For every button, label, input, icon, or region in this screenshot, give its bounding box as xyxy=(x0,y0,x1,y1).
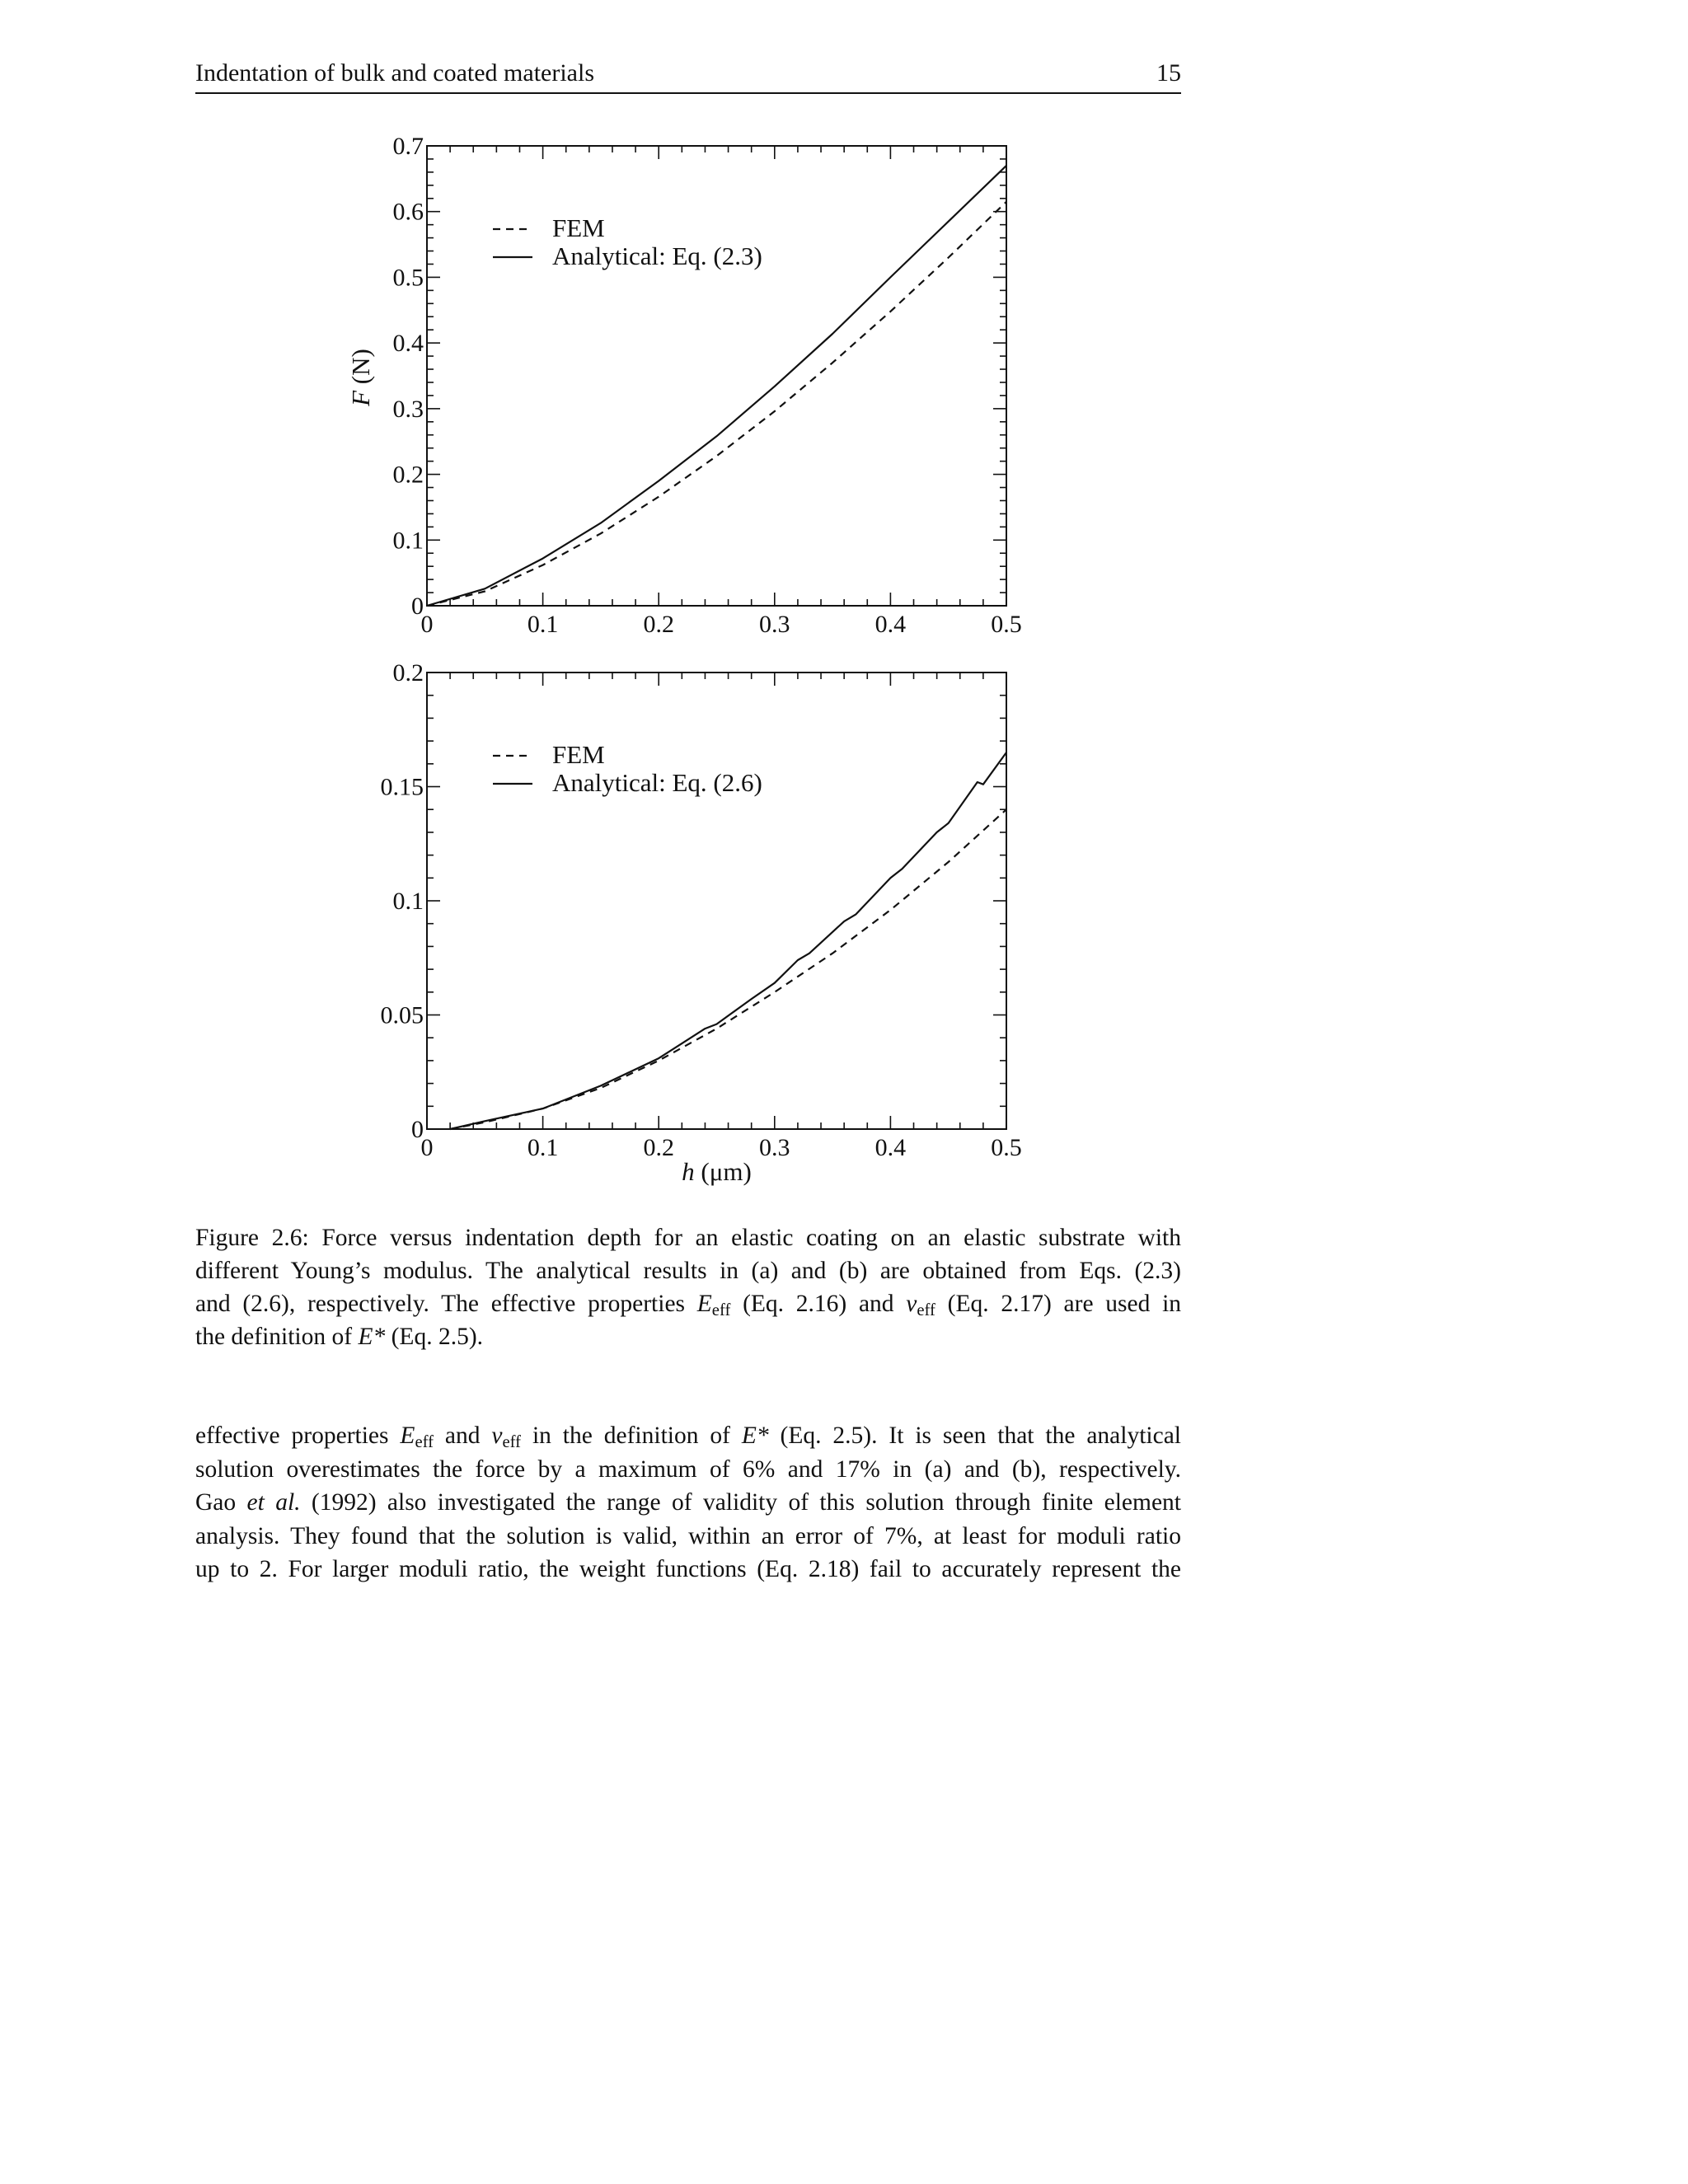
y-tick-label: 0.2 xyxy=(392,659,424,687)
body-text: (1992) also investigated the range of validity of this solution through finite element xyxy=(300,1489,1181,1516)
body-text: (Eq. 2.5). It is seen that the analytical xyxy=(768,1422,1182,1449)
body-text: and xyxy=(433,1422,492,1449)
x-tick-label: 0 xyxy=(420,611,434,638)
caption-line: different Young’s modulus. The analytical results in (a) and (b) are obtained from Eqs. (2.3) xyxy=(195,1258,1181,1284)
legend-label: FEM xyxy=(552,740,605,769)
body-line: up to 2. For larger moduli ratio, the weight functions (Eq. 2.18) fail to accurately represent the xyxy=(195,1556,1181,1582)
chart-panel-a xyxy=(346,133,1022,638)
x-tick-label: 0 xyxy=(420,1134,434,1161)
y-tick-label: 0.2 xyxy=(392,461,424,489)
symbol-nu: ν xyxy=(491,1422,503,1449)
legend-label: Analytical: Eq. (2.6) xyxy=(552,768,762,797)
x-axis-label-unit: (μm) xyxy=(694,1157,752,1186)
body-line: solution overestimates the force by a maximum of 6% and 17% in (a) and (b), respectively. xyxy=(195,1455,1181,1483)
x-tick-label: 0.1 xyxy=(527,611,559,638)
x-tick-label: 0.3 xyxy=(759,611,790,638)
body-line xyxy=(195,1419,1181,1453)
body-text: in the definition of xyxy=(521,1422,742,1449)
y-axis-label-unit: (N) xyxy=(346,349,375,391)
y-axis-label-symbol: F xyxy=(346,390,375,406)
caption-text: (Eq. 2.17) are used in xyxy=(935,1291,1182,1317)
x-tick-label: 0.2 xyxy=(643,1134,674,1161)
y-tick-label: 0 xyxy=(411,1116,424,1143)
x-tick-label: 0.1 xyxy=(527,1134,559,1161)
caption-line xyxy=(195,1320,1181,1353)
y-tick-label: 0.5 xyxy=(392,264,424,292)
subscript-eff: eff xyxy=(711,1301,731,1320)
subscript-eff: eff xyxy=(502,1433,522,1452)
y-tick-label: 0.05 xyxy=(380,1001,424,1029)
caption-text: (Eq. 2.16) and xyxy=(730,1291,907,1317)
x-tick-label: 0.3 xyxy=(759,1134,790,1161)
symbol-e-star: E* xyxy=(358,1324,386,1350)
plot-frame xyxy=(427,673,1006,1129)
x-tick-label: 0.5 xyxy=(991,611,1022,638)
y-tick-label: 0.7 xyxy=(392,133,424,160)
caption-line: Figure 2.6: Force versus indentation depth for an elastic coating on an elastic substrate with xyxy=(195,1225,1181,1251)
series-line-analytical xyxy=(427,166,1006,606)
figure-caption xyxy=(195,1221,1181,1353)
y-tick-label: 0.1 xyxy=(392,888,424,915)
series-line-analytical xyxy=(450,752,1006,1129)
symbol-e: E xyxy=(696,1291,712,1317)
body-text: effective properties xyxy=(195,1422,401,1449)
y-tick-label: 0 xyxy=(411,593,424,620)
symbol-nu: ν xyxy=(906,1291,917,1317)
subscript-eff: eff xyxy=(917,1301,935,1320)
legend-label: Analytical: Eq. (2.3) xyxy=(552,241,762,270)
body-line: analysis. They found that the solution is valid, within an error of 7%, at least for moduli ratio xyxy=(195,1522,1181,1549)
chart-panel-b xyxy=(381,659,1022,1186)
plot-frame xyxy=(427,146,1006,606)
caption-text: (Eq. 2.5). xyxy=(385,1324,484,1350)
x-tick-label: 0.5 xyxy=(991,1134,1022,1161)
y-tick-label: 0.6 xyxy=(392,198,424,226)
y-tick-label: 0.3 xyxy=(392,395,424,423)
body-line xyxy=(195,1486,1181,1520)
caption-text: the definition of xyxy=(195,1324,359,1350)
symbol-e: E xyxy=(400,1422,415,1449)
caption-text: and (2.6), respectively. The effective properties xyxy=(195,1291,697,1317)
symbol-e-star: E* xyxy=(741,1422,769,1449)
series-line-fem xyxy=(450,809,1006,1129)
y-tick-label: 0.4 xyxy=(392,330,424,358)
y-axis-label xyxy=(346,349,375,407)
body-text: Gao xyxy=(195,1489,247,1516)
x-tick-label: 0.4 xyxy=(874,611,907,638)
legend-label: FEM xyxy=(552,213,605,242)
y-tick-label: 0.15 xyxy=(380,773,424,801)
citation-etal: et al. xyxy=(246,1489,301,1516)
x-axis-label-symbol: h xyxy=(682,1157,695,1186)
x-tick-label: 0.4 xyxy=(874,1134,907,1161)
x-axis-label xyxy=(682,1157,752,1186)
subscript-eff: eff xyxy=(415,1433,434,1452)
x-tick-label: 0.2 xyxy=(643,611,674,638)
page-number: 15 xyxy=(1156,59,1181,87)
caption-line xyxy=(195,1287,1181,1320)
running-title: Indentation of bulk and coated materials xyxy=(195,59,594,87)
y-tick-label: 0.1 xyxy=(392,527,424,555)
body-paragraph xyxy=(195,1419,1181,1586)
